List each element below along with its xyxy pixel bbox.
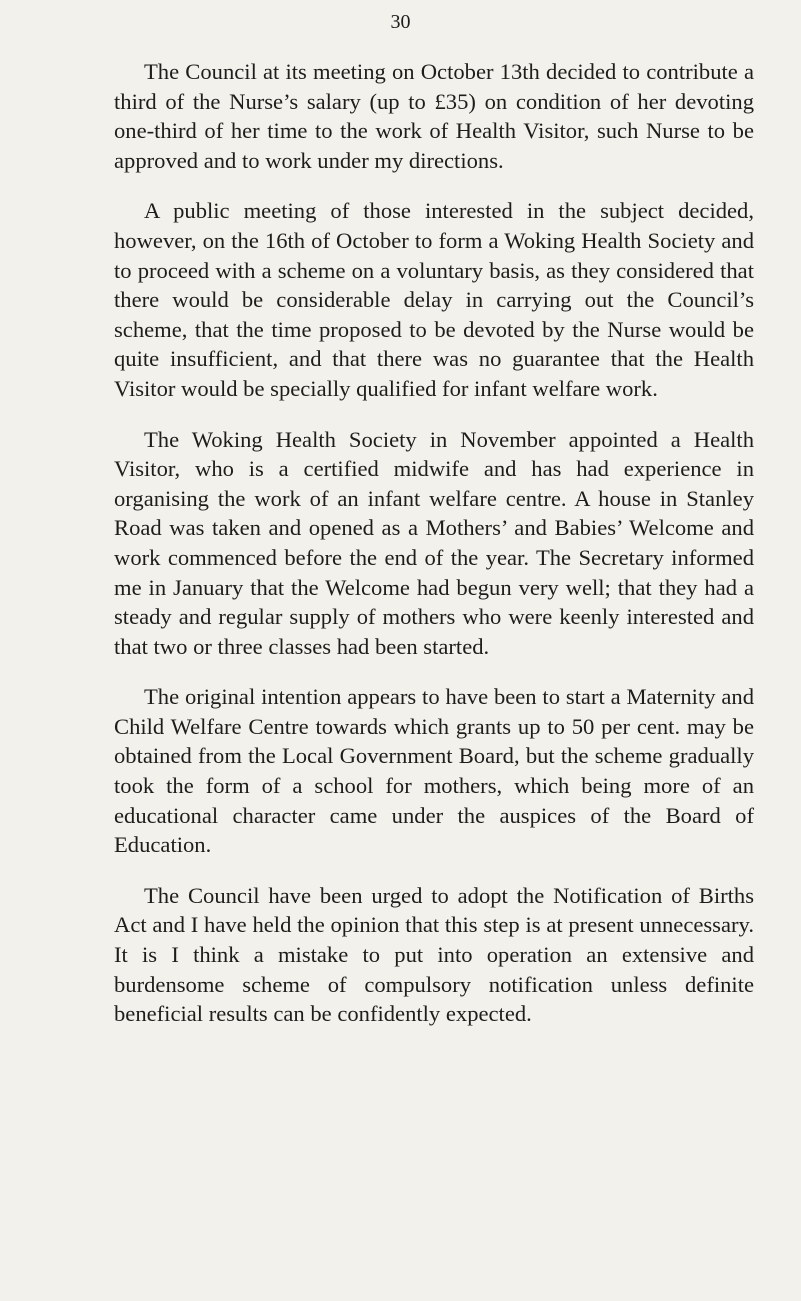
page-number: 30 <box>390 11 411 33</box>
paragraph-woking-health-society: The Woking Health Society in November appointed a Health Visitor, who is a certified midwife and has had experience in organising the work of an infant welfare centre. A house in Stanley Road was taken and opened as a Mothers’ and Babies’ Welcome and work commenced before the end of the year. The Secretary informed me in January that the Welcome had begun very well; that they had a steady and regular supply of mothers who were keenly interested and that two or three classes had been started. <box>114 426 754 659</box>
paragraph-notification-act: The Council have been urged to adopt the Notification of Births Act and I have held the opinion that this step is at present unnecessary. It is I think a mistake to put into operation an extensive and burdensome scheme of compulsory notification unless definite beneficial results can be confidently expected. <box>114 882 754 1027</box>
paragraph-public-meeting: A public meeting of those interested in the subject decided, however, on the 16th of October to form a Woking Health Society and to proceed with a scheme on a voluntary basis, as they considered that there would be considerable delay in carrying out the Council’s scheme, that the time proposed to be devoted by the Nurse would be quite insufficient, and that there was no guarantee that the Health Visitor would be specially qualified for infant welfare work. <box>114 198 754 401</box>
paragraph-original-intention: The original intention appears to have been to start a Maternity and Child Welfare Centre towards which grants up to 50 per cent. may be obtained from the Local Government Board, but the scheme gradually took the form of a school for mothers, which being more of an educational character came under the auspices of the Board of Education. <box>114 684 754 858</box>
paragraph-council-decision: The Council at its meeting on October 13th decided to contribute a third of the Nurse’s salary (up to £35) on condition of her devoting one-third of her time to the work of Health Visitor, such Nurse to be approved and to work under my directions. <box>114 59 754 173</box>
document-body <box>114 57 754 1029</box>
